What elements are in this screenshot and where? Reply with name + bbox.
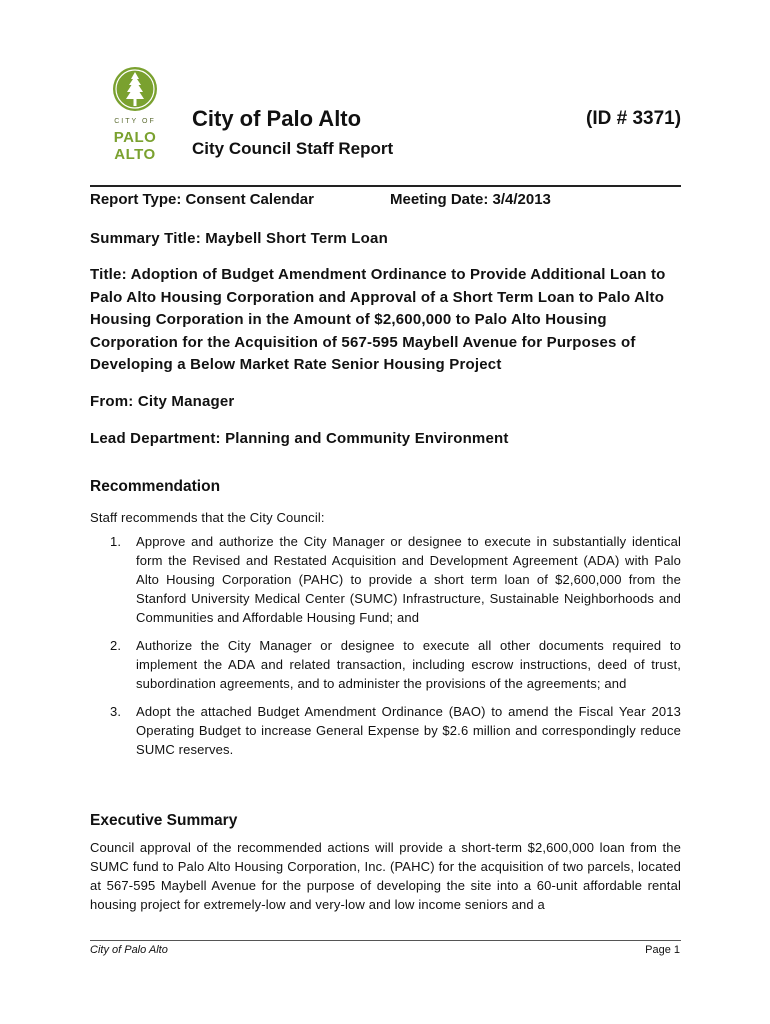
recommendation-list xyxy=(110,532,681,768)
footer-city: City of Palo Alto xyxy=(90,944,168,956)
report-type: Report Type: Consent Calendar xyxy=(90,191,314,208)
city-title: City of Palo Alto xyxy=(192,106,362,131)
lead-department: Lead Department: Planning and Community Environment xyxy=(90,430,509,447)
logo-city-of-text: CITY OF xyxy=(114,118,156,125)
report-id: (ID # 3371) xyxy=(586,108,682,129)
recommendation-heading: Recommendation xyxy=(90,478,221,495)
list-item xyxy=(110,702,681,759)
list-item-text: Authorize the City Manager or designee to execute all other documents required to implement the ADA and related transaction, including escrow instructions, deed of trust, subordination agreements, and to administer the provisions of the agreements; and xyxy=(136,638,681,691)
list-item xyxy=(110,532,681,627)
list-item xyxy=(110,636,681,693)
report-subtitle: City Council Staff Report xyxy=(192,139,394,158)
tree-logo-icon xyxy=(112,66,158,112)
summary-title: Summary Title: Maybell Short Term Loan xyxy=(90,230,388,247)
header-divider xyxy=(90,185,681,187)
report-title: Title: Adoption of Budget Amendment Ordinance to Provide Additional Loan to Palo Alto Housing Corporation and Approval of a Short Term Loan to Palo Alto Housing Corporation in the Amount of $2,600,000 to Palo Alto Housing Corporation for the Acquisition of 567-595 Maybell Avenue for Purposes of Developing a Below Market Rate Senior Housing Project xyxy=(90,266,666,373)
footer-divider xyxy=(90,940,681,941)
city-logo xyxy=(106,66,162,163)
logo-alto-text: ALTO xyxy=(114,146,156,163)
list-item-number: 3. xyxy=(110,704,122,719)
executive-summary-text: Council approval of the recommended actions will provide a short-term $2,600,000 loan from the SUMC fund to Palo Alto Housing Corporation, Inc. (PAHC) for the acquisition of two parcels, located at 567-595 Maybell Avenue for the purpose of developing the site into a 60-unit affordable rental housing project for extremely-low and very-low and low income seniors and a xyxy=(90,840,681,912)
list-item-text: Adopt the attached Budget Amendment Ordinance (BAO) to amend the Fiscal Year 2013 Operating Budget to increase General Expense by $2.6 million and correspondingly reduce SUMC reserves. xyxy=(136,704,681,757)
list-item-text: Approve and authorize the City Manager or designee to execute in substantially identical form the Revised and Restated Acquisition and Development Agreement (ADA) with Palo Alto Housing Corporation (PAHC) to provide a short term loan of $2,600,000 from the Stanford University Medical Center (SUMC) Infrastructure, Sustainable Neighborhoods and Communities and Affordable Housing Fund; and xyxy=(136,534,681,625)
executive-summary-heading: Executive Summary xyxy=(90,812,238,829)
recommendation-intro: Staff recommends that the City Council: xyxy=(90,510,325,525)
page-number: Page 1 xyxy=(645,944,680,956)
logo-palo-text: PALO xyxy=(113,129,157,146)
from-field: From: City Manager xyxy=(90,393,235,410)
meeting-date: Meeting Date: 3/4/2013 xyxy=(390,191,551,208)
list-item-number: 1. xyxy=(110,534,122,549)
list-item-number: 2. xyxy=(110,638,122,653)
